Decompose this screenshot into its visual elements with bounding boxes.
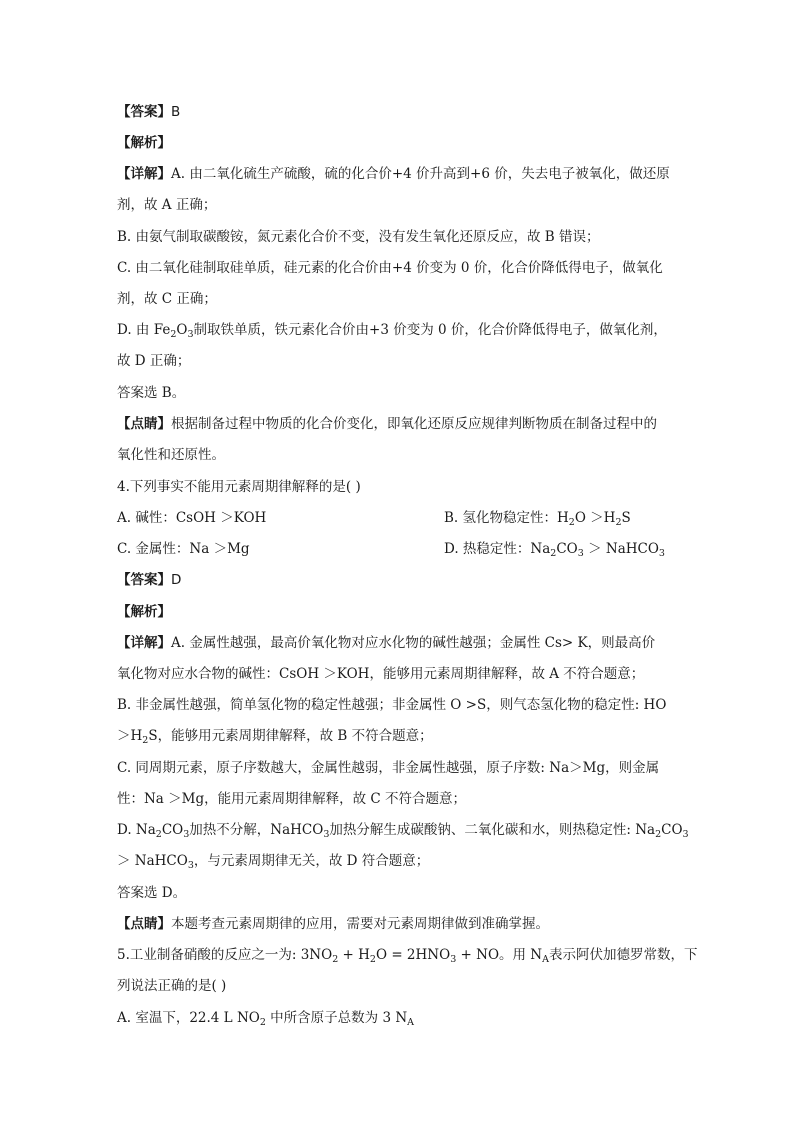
q4-option-b: [444, 507, 631, 529]
answer-value: D: [171, 572, 182, 588]
opt-d-text: ＞ NaHCO: [583, 541, 659, 557]
q3-detail-line-7: 故 D 正确；: [117, 353, 191, 369]
formula-sub: 2: [142, 735, 149, 746]
detail-text: ＞H: [117, 728, 143, 744]
formula-sub: 3: [682, 829, 689, 840]
q3-detail-line-3: B. 由氨气制取碳酸铵，氮元素化合价不变，没有发生氧化还原反应，故 B 错误；: [117, 229, 600, 245]
stem-text: 表示阿伏加德罗常数，下: [549, 947, 698, 963]
answer-tag: 【答案】: [117, 104, 171, 120]
comment-text: 本题考查元素周期律的应用，需要对元素周期律做到准确掌握。: [171, 916, 549, 932]
q4-option-a: A. 碱性：CsOH ＞KOH: [117, 510, 267, 526]
detail-text: B. 非金属性越强，简单氢化物的稳定性越强；非金属性 O >S，则气态氢化物的稳定性: H: [117, 697, 656, 713]
detail-text: D. Na: [117, 822, 156, 838]
q4-option-c: C. 金属性：Na ＞Mg: [117, 541, 250, 557]
opt-b-text: B. 氢化物稳定性：H: [444, 510, 569, 526]
detail-text: ，与元素周期律无关，故 D 符合题意；: [193, 853, 430, 869]
detail-tag: 【详解】: [117, 635, 171, 651]
formula-sub: 3: [187, 860, 194, 871]
q3-comment-line-1: [117, 413, 677, 435]
formula-o: O: [176, 322, 188, 338]
q3-detail-line-6: [117, 319, 677, 341]
line-d-rest: 制取铁单质，铁元素化合价由+3 价变为 0 价，化合价降低得电子，做氧化剂，: [193, 322, 667, 338]
formula-sub: 3: [450, 954, 457, 965]
answer-value: B: [171, 104, 181, 120]
formula-sub: 2: [369, 954, 376, 965]
q3-detail-line-5: 剂，故 C 正确；: [117, 291, 217, 307]
q4-stem: 4.下列事实不能用元素周期律解释的是( ): [117, 479, 361, 495]
q3-detail-line-1: [117, 163, 677, 185]
q4-detail-line-6: 性：Na ＞Mg，能用元素周期律解释，故 C 不符合题意；: [117, 791, 467, 807]
formula-sub: A: [407, 1017, 415, 1028]
line-d-prefix: D. 由: [117, 322, 154, 338]
q4-detail-line-7: [117, 819, 689, 841]
analysis-tag: 【解析】: [117, 604, 171, 620]
opt-b-text: S: [621, 510, 631, 526]
opt-d-sub: 3: [577, 548, 584, 559]
detail-text: O: [655, 697, 667, 713]
q4-comment-line: [117, 913, 677, 935]
q4-analysis-tag: [117, 601, 677, 623]
formula-sub: A: [542, 954, 549, 965]
detail-text: CO: [661, 822, 683, 838]
detail-tag: 【详解】: [117, 166, 171, 182]
formula-fe: Fe: [153, 322, 171, 338]
detail-text: A. 金属性越强，最高价氧化物对应水化物的碱性越强；金属性 Cs> K，则最高价: [171, 635, 656, 651]
detail-text: ＞ NaHCO: [117, 853, 188, 869]
formula-sub: 2: [655, 829, 662, 840]
q4-answer-line: [117, 569, 677, 591]
q5-stem-line-2: 列说法正确的是( ): [117, 978, 227, 994]
opt-b-text: O ＞H: [574, 510, 616, 526]
q3-detail-line-2: 剂，故 A 正确；: [117, 197, 217, 213]
q4-detail-line-2: 氧化物对应水合物的碱性：CsOH ＞KOH，能够用元素周期律解释，故 A 不符合题意；: [117, 666, 645, 682]
formula-sub: 2: [332, 954, 339, 965]
detail-text: 加热分解生成碳酸钠、二氧化碳和水，则热稳定性: Na: [329, 822, 656, 838]
stem-text: O = 2HNO: [375, 947, 451, 963]
formula-sub: 2: [155, 829, 162, 840]
option-text: A. 室温下，22.4 L NO: [117, 1010, 260, 1026]
option-text: 中所含原子总数为 3 N: [265, 1010, 408, 1026]
q3-answer-choice: 答案选 B。: [117, 385, 186, 401]
comment-text: 根据制备过程中物质的化合价变化，即氧化还原反应规律判断物质在制备过程中的: [171, 416, 657, 432]
q4-detail-line-5: C. 同周期元素，原子序数越大，金属性越弱，非金属性越强，原子序数: Na＞Mg，则金属: [117, 760, 660, 776]
q5-option-a: [117, 1007, 677, 1029]
detail-text: CO: [161, 822, 184, 838]
opt-b-sub: 2: [615, 517, 622, 528]
comment-tag: 【点睛】: [117, 416, 171, 432]
q4-detail-line-3: [117, 694, 677, 716]
comment-tag: 【点睛】: [117, 916, 171, 932]
formula-sub: 2: [259, 1017, 266, 1028]
opt-d-text: CO: [556, 541, 578, 557]
q3-analysis-tag: [117, 132, 677, 154]
formula-sub: 3: [323, 829, 330, 840]
detail-text: S，能够用元素周期律解释，故 B 不符合题意；: [148, 728, 433, 744]
q3-answer-line: [117, 101, 677, 123]
answer-tag: 【答案】: [117, 572, 171, 588]
q4-answer-choice: 答案选 D。: [117, 885, 187, 901]
q4-detail-line-8: [117, 850, 677, 872]
q4-detail-line-4: [117, 725, 677, 747]
q3-detail-line-4: C. 由二氧化硅制取硅单质，硅元素的化合价由+4 价变为 0 价，化合价降低得电子，做氧化: [117, 260, 663, 276]
opt-d-text: D. 热稳定性：Na: [444, 541, 551, 557]
formula-sub: 2: [170, 329, 177, 340]
q3-comment-line-2: 氧化性和还原性。: [117, 447, 225, 463]
q5-stem-line-1: [117, 944, 698, 966]
stem-text: 5.工业制备硝酸的反应之一为: 3NO: [117, 947, 333, 963]
q4-detail-line-1: [117, 632, 677, 654]
stem-text: + H: [338, 947, 370, 963]
opt-d-sub: 2: [550, 548, 557, 559]
detail-text: 加热不分解，NaHCO: [189, 822, 324, 838]
q4-option-d: [444, 538, 665, 560]
stem-text: + NO。用 N: [456, 947, 543, 963]
opt-d-sub: 3: [658, 548, 665, 559]
detail-text: A. 由二氧化硫生产硫酸，硫的化合价+4 价升高到+6 价，失去电子被氧化，做还原: [171, 166, 670, 182]
analysis-tag: 【解析】: [117, 135, 171, 151]
formula-sub: 3: [187, 329, 194, 340]
formula-sub: 3: [183, 829, 190, 840]
opt-b-sub: 2: [568, 517, 575, 528]
